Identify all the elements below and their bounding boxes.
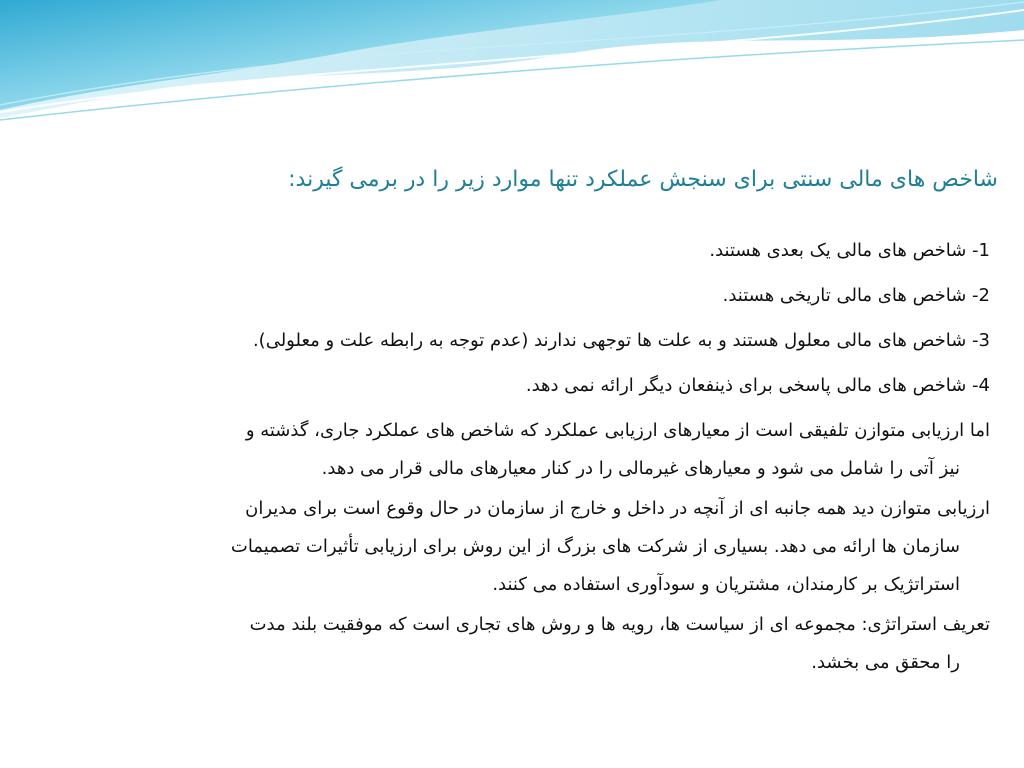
paragraph-line: ارزیابی متوازن دید همه جانبه ای از آنچه در داخل و خارج از سازمان در حال وقوع است برای مدیران [245, 498, 990, 519]
paragraph-line: سازمان ها ارائه می دهد. بسیاری از شرکت های بزرگ از این روش برای ارزیابی تأثیرات تصمیمات [230, 536, 960, 557]
paragraph-line: نیز آتی را شامل می شود و معیارهای غیرمالی را در کنار معیارهای مالی قرار می دهد. [321, 458, 960, 479]
paragraph-line: تعریف استراتژی: مجموعه ای از سیاست ها، رویه ها و روش های تجاری است که موفقیت بلند مدت [249, 614, 990, 635]
list-item-1: 1- شاخص های مالی یک بعدی هستند. [709, 240, 990, 261]
slide-title: شاخص های مالی سنتی برای سنجش عملکرد تنها موارد زیر را در برمی گیرند: [288, 167, 998, 192]
list-item-2: 2- شاخص های مالی تاریخی هستند. [722, 285, 990, 306]
header-wave-decoration [0, 0, 1024, 130]
list-item-3: 3- شاخص های مالی معلول هستند و به علت ها توجهی ندارند (عدم توجه به رابطه علت و معلولی). [252, 330, 990, 351]
paragraph-comprehensive-view [35, 490, 990, 604]
slide-content [35, 232, 990, 684]
paragraph-line: را محقق می بخشد. [811, 652, 960, 673]
paragraph-balanced-scorecard [35, 412, 990, 488]
paragraph-line: اما ارزیابی متوازن تلفیقی است از معیارهای ارزیابی عملکرد که شاخص های عملکرد جاری، گذشته و [245, 420, 990, 441]
list-item-4: 4- شاخص های مالی پاسخی برای ذینفعان دیگر ارائه نمی دهد. [525, 375, 990, 396]
paragraph-strategy-definition [35, 606, 990, 682]
paragraph-line: استراتژیک بر کارمندان، مشتریان و سودآوری استفاده می کنند. [492, 574, 960, 595]
